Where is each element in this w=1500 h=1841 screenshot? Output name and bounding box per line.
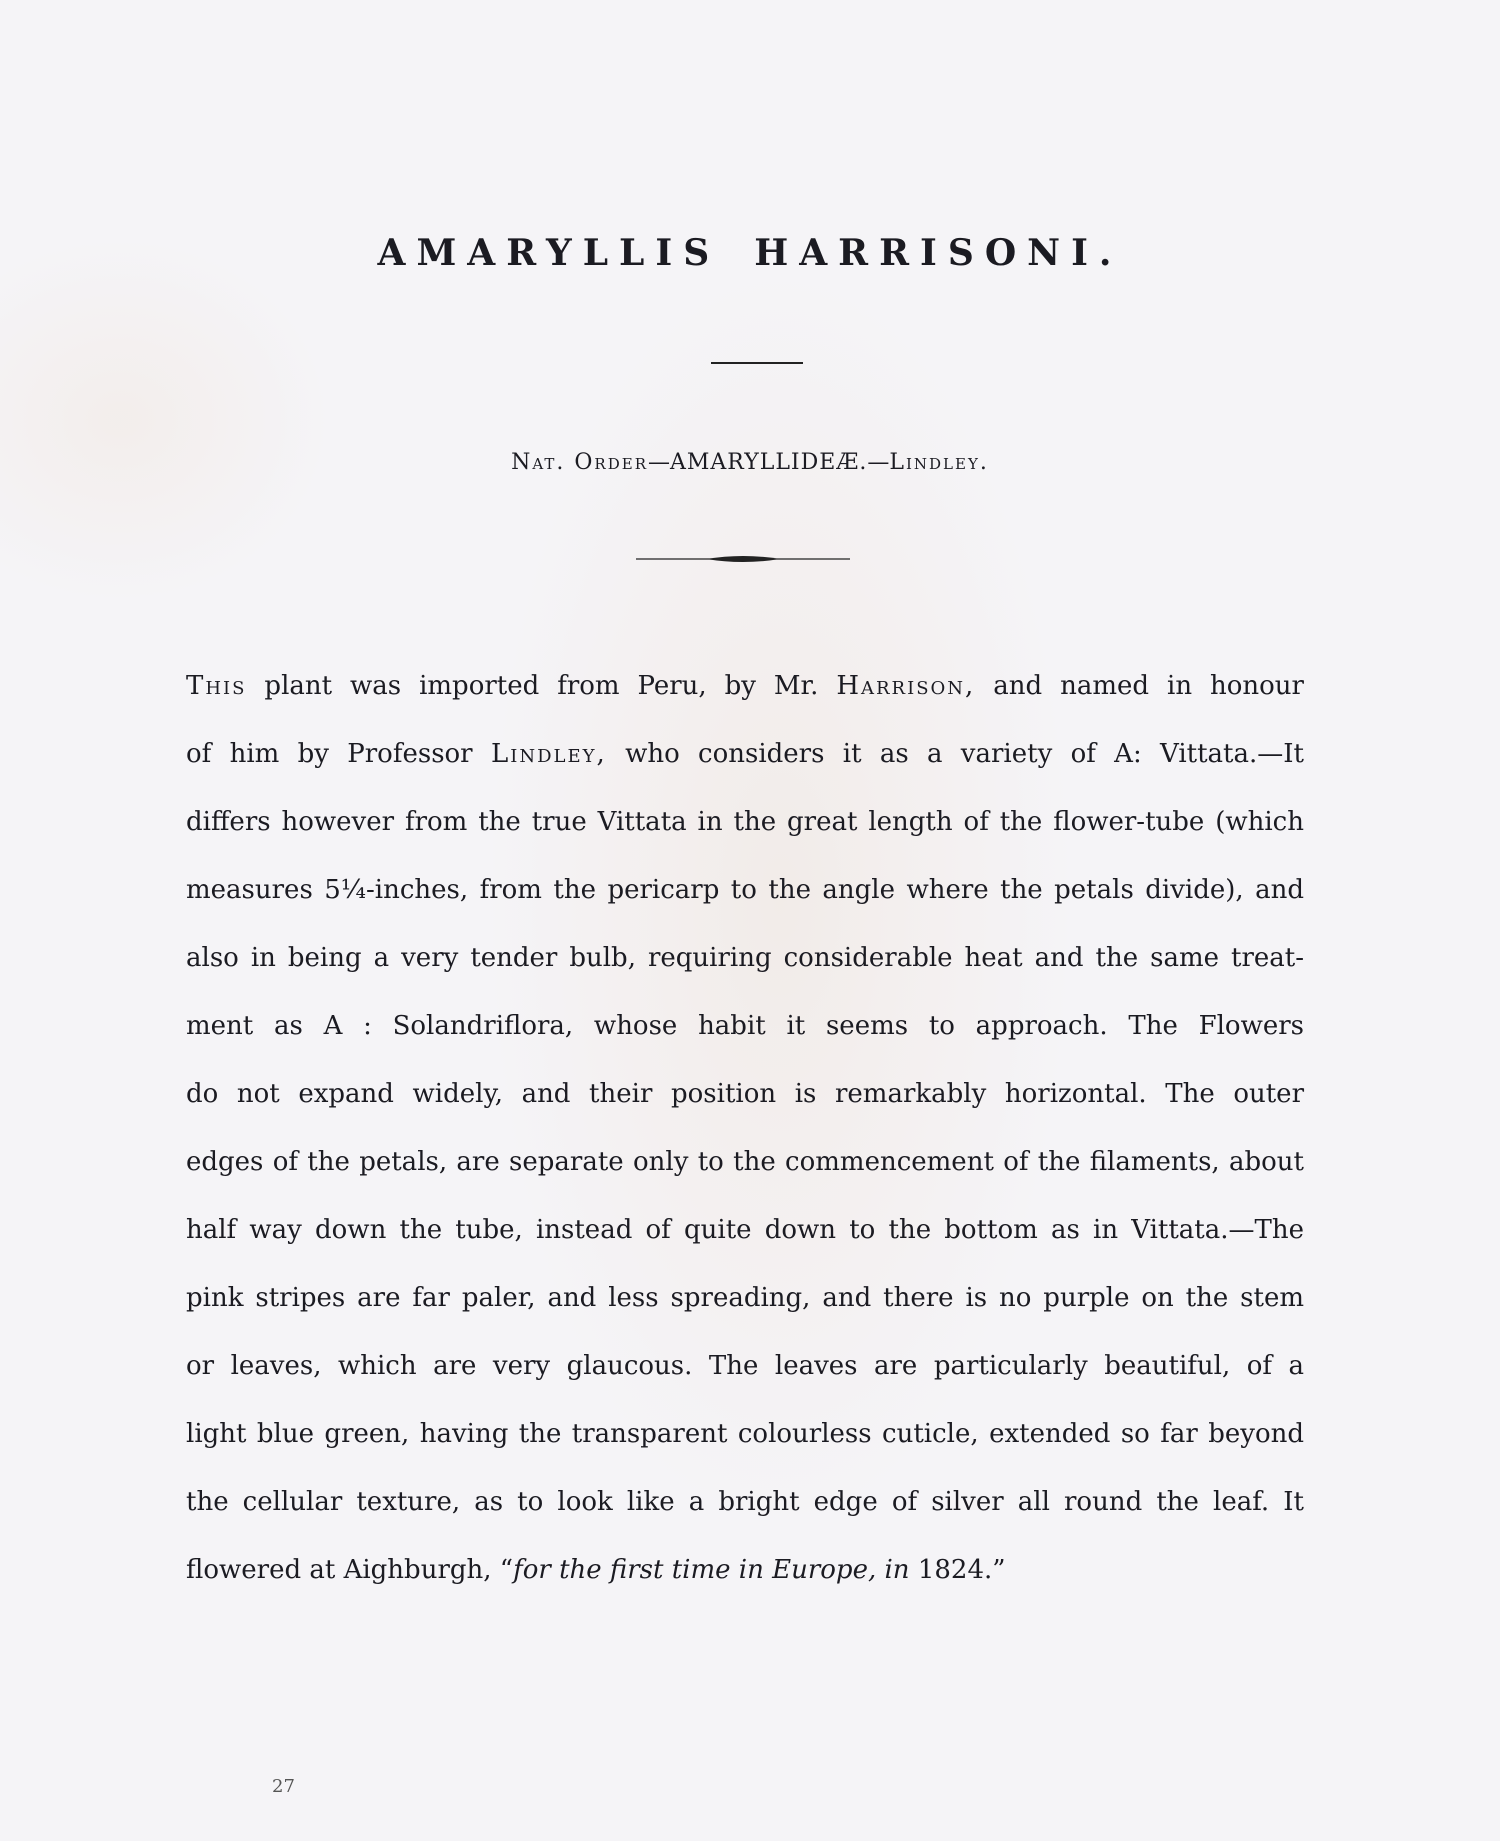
body-line-last — [186, 1536, 1304, 1604]
body-text — [186, 652, 1304, 1604]
title-rule — [711, 362, 803, 364]
body-line-text: plant was imported from Peru, by Mr. — [246, 671, 837, 701]
body-line: also in being a very tender bulb, requiring considerable heat and the same treat- — [186, 943, 1304, 973]
body-line: edges of the petals, are separate only to the commencement of the filaments, about — [186, 1147, 1304, 1177]
page-title — [0, 228, 1500, 278]
ornamental-rule — [636, 552, 850, 566]
body-line: pink stripes are far paler, and less spreading, and there is no purple on the stem — [186, 1283, 1304, 1313]
quote-year: 1824. — [909, 1555, 993, 1585]
italic-quote: for the first time in Europe, in — [513, 1555, 910, 1585]
title-genus: AMARYLLIS — [377, 232, 721, 274]
natural-order-line — [0, 448, 1500, 478]
order-authority: Lindley. — [889, 450, 989, 475]
order-dash-1: — — [648, 450, 670, 475]
quote-close: ” — [992, 1555, 1006, 1585]
page-number: 27 — [272, 1776, 295, 1797]
body-line: do not expand widely, and their position is remarkably horizontal. The outer — [186, 1079, 1304, 1109]
body-line: or leaves, which are very glaucous. The leaves are particularly beautiful, of a — [186, 1351, 1304, 1381]
body-line: light blue green, having the transparent colourless cuticle, extended so far beyond — [186, 1419, 1304, 1449]
body-line-tail: and named in honour — [975, 671, 1304, 701]
body-line — [186, 720, 1304, 788]
body-line: differs however from the true Vittata in the great length of the flower-tube (which — [186, 807, 1304, 837]
title-species: HARRISONI. — [754, 232, 1123, 274]
order-prefix: Nat. Order — [511, 450, 648, 475]
person-name: Lindley, — [490, 739, 607, 769]
body-line: measures 5¼-inches, from the pericarp to the angle where the petals divide), and — [186, 875, 1304, 905]
body-line: ment as A : Solandriflora, whose habit it seems to approach. The Flowers — [186, 1011, 1304, 1041]
body-line-tail: who considers it as a variety of A: Vittata.—It — [606, 739, 1304, 769]
order-family: AMARYLLIDEÆ. — [670, 450, 868, 475]
order-dash-2: — — [867, 450, 890, 475]
body-line-text: of him by Professor — [186, 739, 491, 769]
body-line: half way down the tube, instead of quite down to the bottom as in Vittata.—The — [186, 1215, 1304, 1245]
body-line: the cellular texture, as to look like a bright edge of silver all round the leaf. It — [186, 1487, 1304, 1517]
person-name: Harrison, — [836, 671, 976, 701]
body-line-text: flowered at Aighburgh, “ — [186, 1555, 514, 1585]
body-lead-word: This — [186, 671, 247, 701]
body-line — [186, 652, 1304, 720]
